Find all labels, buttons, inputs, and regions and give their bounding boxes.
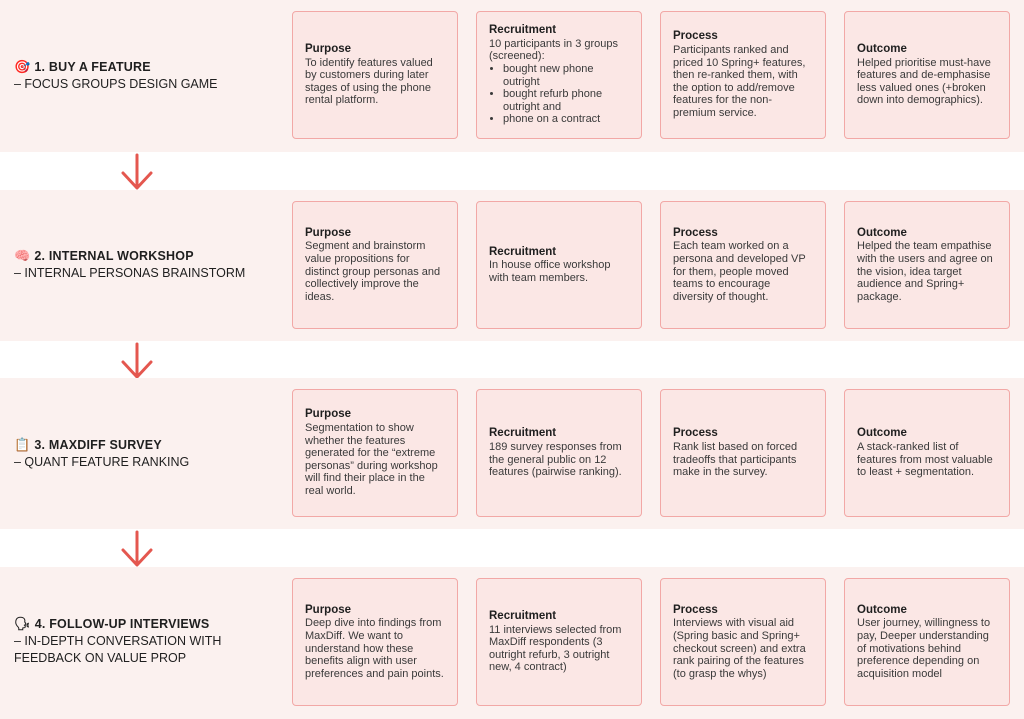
recruitment-card-4 (476, 578, 642, 706)
phase-title-4 (14, 616, 284, 667)
outcome-card-2 (844, 201, 1010, 329)
purpose-card-2 (292, 201, 458, 329)
process-card-1 (660, 11, 826, 139)
brain-icon: 🧠 (14, 249, 31, 264)
recruitment-list (489, 63, 629, 126)
phase-name: 4. FOLLOW-UP INTERVIEWS (34, 617, 210, 631)
card-text: Segmentation to show whether the features generated for the “extreme personas” during workshop will find their place in the real world. (305, 422, 438, 497)
phase-subtitle: – IN-DEPTH CONVERSATION WITH FEEDBACK ON VALUE PROP (14, 634, 222, 665)
down-arrow-icon (120, 153, 154, 193)
card-text: 189 survey responses from the general public on 12 features (pairwise ranking). (489, 440, 622, 479)
process-card-3 (660, 389, 826, 517)
card-text: Deep dive into findings from MaxDiff. We want to understand how these benefits align with user preferences and pain points. (305, 617, 444, 680)
card-text: Helped the team empathise with the users and agree on the vision, idea target audience and Spring+ package. (857, 240, 993, 303)
card-text: To identify features valued by customers during later stages of using the phone rental platform. (305, 56, 433, 107)
card-text: A stack-ranked list of features from most valuable to least + segmentation. (857, 440, 993, 479)
phase-subtitle: – QUANT FEATURE RANKING (14, 455, 190, 469)
card-heading: Process (673, 226, 718, 239)
card-text: Segment and brainstorm value propositions for distinct group personas and collectively improve the ideas. (305, 240, 441, 303)
card-heading: Recruitment (489, 610, 557, 623)
phase-title-1 (14, 59, 284, 93)
outcome-card-1 (844, 11, 1010, 139)
phase-name: 3. MAXDIFF SURVEY (34, 438, 162, 452)
clipboard-icon: 📋 (14, 438, 31, 453)
card-text: In house office workshop with team members. (489, 259, 611, 284)
process-card-2 (660, 201, 826, 329)
card-text: Helped prioritise must-have features and de-emphasise less valued ones (+broken down into demographics). (857, 56, 991, 107)
card-heading: Outcome (857, 226, 907, 239)
card-text: User journey, willingness to pay, Deeper understanding of motivations behind preference depending on acquisition model (857, 617, 991, 680)
card-heading: Outcome (857, 603, 907, 616)
card-heading: Process (673, 30, 718, 43)
card-text: Participants ranked and priced 10 Spring+ features, then re-ranked them, with the option to add/remove features for the non-premium service. (673, 44, 806, 119)
phase-name: 2. INTERNAL WORKSHOP (34, 249, 194, 263)
down-arrow-icon (120, 342, 154, 382)
card-heading: Purpose (305, 226, 352, 239)
list-item: • bought refurb phone outright and (503, 88, 629, 113)
card-heading: Purpose (305, 603, 352, 616)
target-icon: 🎯 (14, 60, 31, 75)
card-text: Each team worked on a persona and developed VP for them, people moved teams to encourage diversity of thought. (673, 240, 806, 303)
list-item: • bought new phone outright (503, 63, 629, 88)
recruitment-card-3 (476, 389, 642, 517)
purpose-card-4 (292, 578, 458, 706)
phase-title-2 (14, 248, 284, 282)
speaking-head-icon: 🗣 (14, 617, 31, 632)
card-heading: Process (673, 427, 718, 440)
recruitment-card-2 (476, 201, 642, 329)
outcome-card-4 (844, 578, 1010, 706)
down-arrow-icon (120, 530, 154, 570)
card-text: Interviews with visual aid (Spring basic and Spring+ checkout screen) and extra rank pairing of the features (to grasp the whys) (673, 617, 806, 680)
card-heading: Outcome (857, 427, 907, 440)
recruitment-card-1 (476, 11, 642, 139)
phase-name: 1. BUY A FEATURE (34, 60, 151, 74)
card-heading: Process (673, 603, 718, 616)
card-heading: Outcome (857, 43, 907, 56)
card-text: Rank list based on forced tradeoffs that participants make in the survey. (673, 440, 798, 479)
card-heading: Purpose (305, 43, 352, 56)
card-text: 11 interviews selected from MaxDiff respondents (3 outright refurb, 3 outright new, 4 contract) (489, 623, 622, 674)
card-heading: Recruitment (489, 24, 557, 37)
card-text: 10 participants in 3 groups (screened): (489, 37, 619, 63)
purpose-card-1 (292, 11, 458, 139)
card-heading: Recruitment (489, 427, 557, 440)
list-item: • phone on a contract (503, 113, 629, 126)
outcome-card-3 (844, 389, 1010, 517)
card-heading: Purpose (305, 408, 352, 421)
phase-title-3 (14, 437, 284, 471)
phase-subtitle: – INTERNAL PERSONAS BRAINSTORM (14, 266, 246, 280)
purpose-card-3 (292, 389, 458, 517)
process-card-4 (660, 578, 826, 706)
card-heading: Recruitment (489, 245, 557, 258)
phase-subtitle: – FOCUS GROUPS DESIGN GAME (14, 77, 218, 91)
